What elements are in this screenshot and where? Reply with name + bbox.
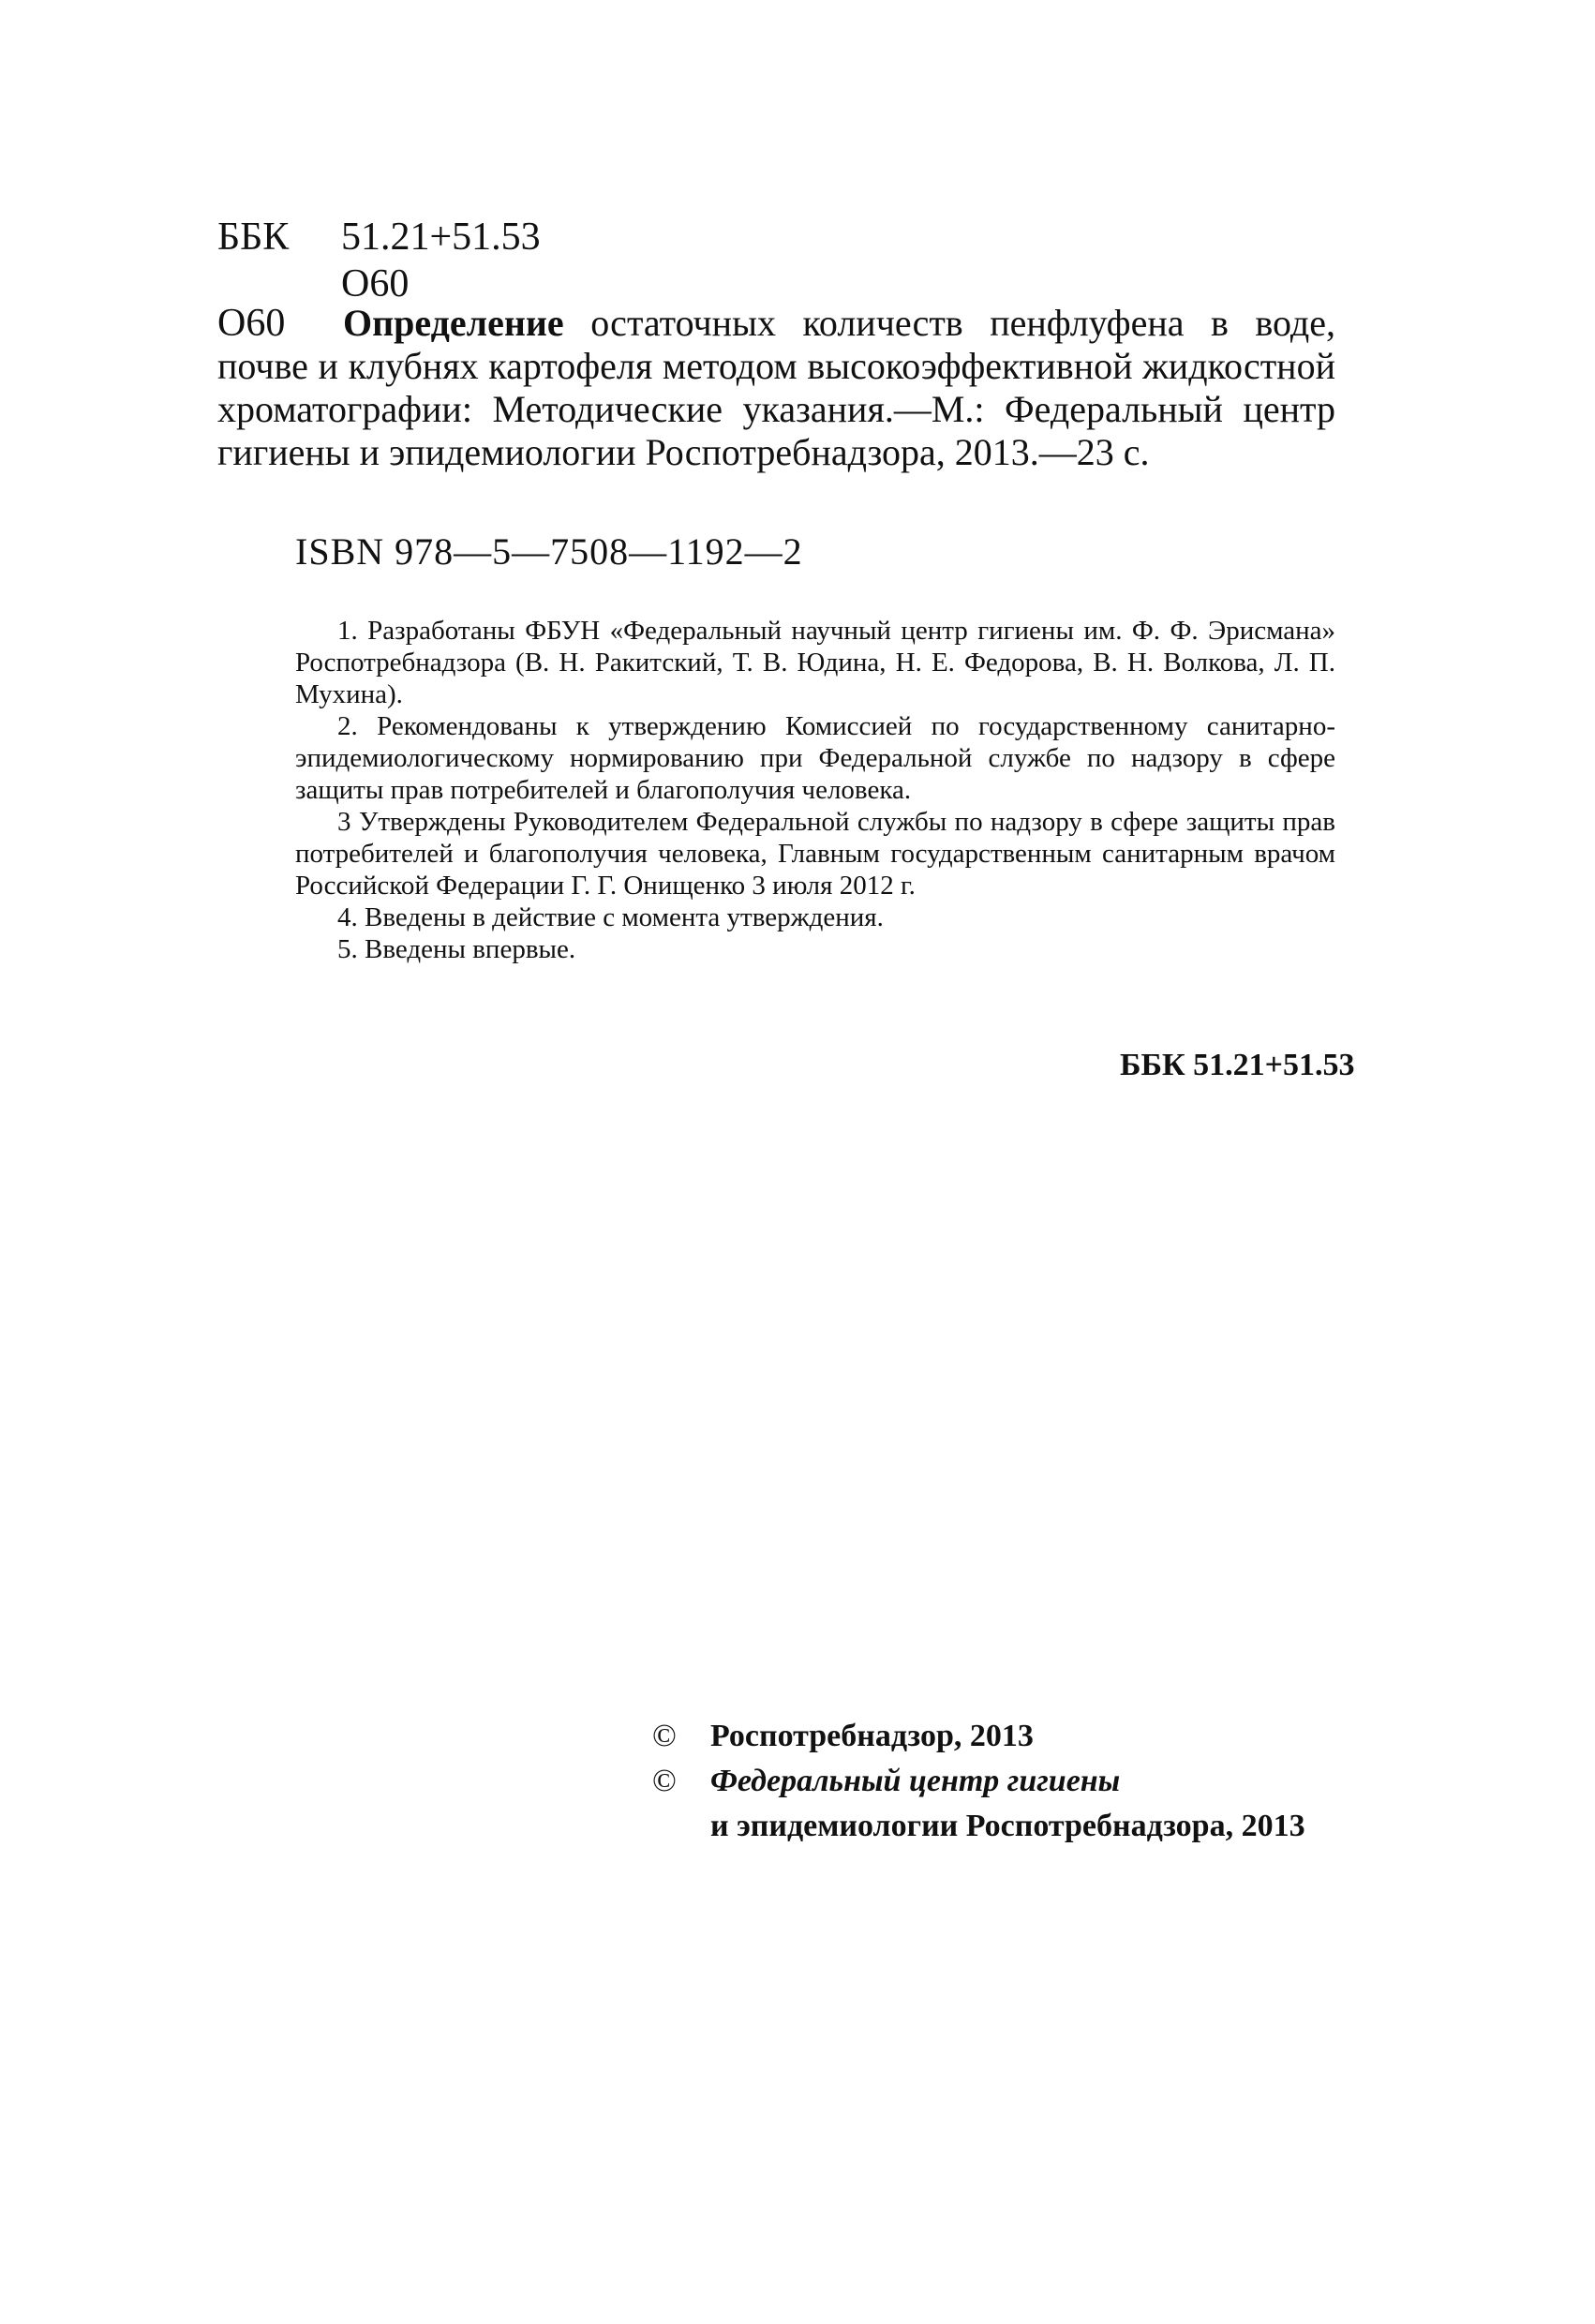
bbk-code: 51.21+51.53 bbox=[341, 216, 541, 259]
copyright-icon: © bbox=[652, 1719, 677, 1753]
bbk-label: ББК bbox=[217, 216, 290, 259]
note-item: 3 Утверждены Руководителем Федеральной службы по надзору в сфере защиты прав потребителей и благополучия человека, Главным государственным санитарным врачом Российской Федерации Г. Г. Онищенко 3 июля 2012 г. bbox=[295, 807, 1335, 901]
isbn: ISBN 978—5—7508—1192—2 bbox=[295, 530, 803, 573]
note-item: 2. Рекомендованы к утверждению Комиссией по государственному санитарно-эпидемиологическому нормированию при Федеральной службе по надзору в сфере защиты прав потребителей и благополучия человека. bbox=[295, 711, 1335, 805]
bibliographic-entry bbox=[217, 302, 1335, 474]
entry-author-mark: О60 bbox=[217, 302, 286, 345]
bbk-author-mark: О60 bbox=[341, 262, 410, 305]
bbk-header bbox=[217, 214, 541, 307]
entry-text: остаточных количеств пенфлуфена в воде, почве и клубнях картофеля методом высокоэффективной жидкостной хроматографии: Методические указания.—М.: Федеральный центр гигиены и эпидемиологии Роспотребнадзора, 2013.—23 с. bbox=[217, 302, 1335, 473]
note-item: 5. Введены впервые. bbox=[337, 934, 576, 964]
entry-body bbox=[217, 302, 1335, 474]
copyright-line-1: Роспотребнадзор, 2013 bbox=[710, 1719, 1034, 1753]
copyright-line-3: и эпидемиологии Роспотребнадзора, 2013 bbox=[710, 1809, 1305, 1843]
note-item: 1. Разработаны ФБУН «Федеральный научный центр гигиены им. Ф. Ф. Эрисмана» Роспотребнадзора (В. Н. Ракитский, Т. В. Юдина, Н. Е. Федорова, В. Н. Волкова, Л. П. Мухина). bbox=[295, 616, 1335, 709]
copyright-icon: © bbox=[652, 1764, 677, 1798]
publication-notes bbox=[295, 615, 1335, 965]
entry-title: Определение bbox=[343, 302, 564, 344]
copyright-line-2: Федеральный центр гигиены bbox=[710, 1764, 1121, 1798]
note-item: 4. Введены в действие с момента утверждения. bbox=[337, 902, 884, 932]
bbk-footer: ББК 51.21+51.53 bbox=[1120, 1048, 1355, 1082]
copyright-block bbox=[652, 1714, 1305, 1849]
